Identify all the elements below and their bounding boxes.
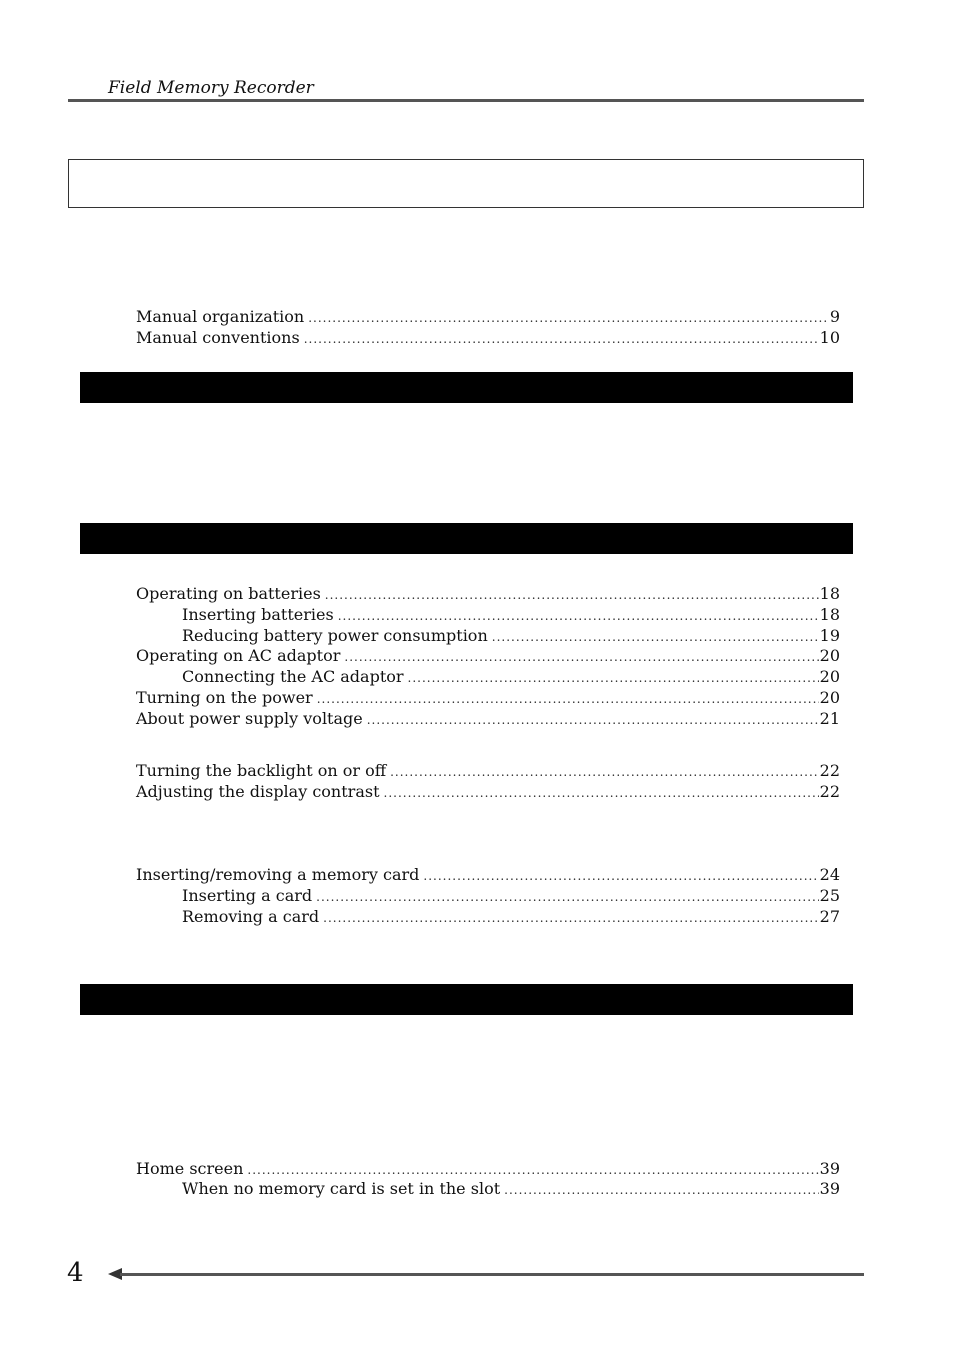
toc-entry-label: Manual organization	[136, 307, 305, 326]
toc-page-number: 22	[819, 782, 840, 801]
toc-entry-label: Home screen	[136, 1159, 244, 1178]
toc-entry-label: Removing a card	[182, 907, 320, 926]
toc-entry-display-contrast[interactable]	[136, 782, 840, 802]
toc-leader-dots	[338, 606, 819, 626]
footer-rule	[120, 1273, 864, 1276]
toc-page-number: 18	[819, 605, 840, 624]
toc-entry-manual-organization[interactable]	[136, 307, 840, 327]
toc-leader-dots	[323, 908, 819, 928]
header-rule	[68, 99, 864, 102]
toc-page-number: 18	[819, 584, 840, 603]
chapter-bar-2	[80, 523, 853, 554]
toc-entry-manual-conventions[interactable]	[136, 328, 840, 348]
toc-entry-inserting-batteries[interactable]	[182, 605, 840, 625]
toc-entry-connecting-ac-adaptor[interactable]	[182, 667, 840, 687]
toc-entry-label: Adjusting the display contrast	[136, 782, 380, 801]
page-number: 4	[67, 1258, 84, 1288]
toc-page-number: 22	[819, 761, 840, 780]
toc-leader-dots	[344, 647, 818, 667]
toc-page-number: 10	[819, 328, 840, 347]
toc-entry-removing-card[interactable]	[182, 907, 840, 927]
toc-entry-operating-on-ac-adaptor[interactable]	[136, 646, 840, 666]
toc-page-number: 20	[819, 688, 840, 707]
toc-leader-dots	[304, 329, 819, 349]
toc-page-number: 20	[819, 667, 840, 686]
toc-entry-home-screen[interactable]	[136, 1159, 840, 1179]
toc-entry-label: When no memory card is set in the slot	[182, 1179, 501, 1198]
toc-entry-label: Inserting batteries	[182, 605, 334, 624]
toc-entry-inserting-card[interactable]	[182, 886, 840, 906]
toc-leader-dots	[316, 887, 818, 907]
running-head-title: Field Memory Recorder	[108, 78, 314, 98]
chapter-bar-3	[80, 984, 853, 1015]
toc-entry-label: Operating on AC adaptor	[136, 646, 341, 665]
toc-entry-label: Operating on batteries	[136, 584, 321, 603]
toc-page-number: 27	[819, 907, 840, 926]
toc-entry-memory-card[interactable]	[136, 865, 840, 885]
toc-leader-dots	[317, 689, 819, 709]
toc-entry-label: Turning on the power	[136, 688, 313, 707]
chapter-bar-1	[80, 372, 853, 403]
toc-leader-dots	[423, 866, 818, 886]
toc-entry-reducing-battery-power[interactable]	[182, 626, 840, 646]
toc-entry-label: Inserting/removing a memory card	[136, 865, 420, 884]
toc-entry-label: Connecting the AC adaptor	[182, 667, 404, 686]
toc-entry-label: Inserting a card	[182, 886, 313, 905]
toc-page-number: 25	[819, 886, 840, 905]
toc-page-number: 39	[819, 1159, 840, 1178]
toc-entry-power-supply-voltage[interactable]	[136, 709, 840, 729]
toc-page-number: 9	[829, 307, 840, 326]
toc-page-number: 19	[819, 626, 840, 645]
toc-entry-backlight[interactable]	[136, 761, 840, 781]
toc-leader-dots	[325, 585, 819, 605]
toc-leader-dots	[367, 710, 819, 730]
toc-leader-dots	[408, 668, 819, 688]
contents-title-box	[68, 159, 864, 208]
toc-leader-dots	[308, 308, 829, 328]
toc-entry-operating-on-batteries[interactable]	[136, 584, 840, 604]
toc-entry-no-memory-card[interactable]	[182, 1179, 840, 1199]
toc-leader-dots	[504, 1180, 819, 1200]
toc-leader-dots	[390, 762, 819, 782]
toc-page-number: 39	[819, 1179, 840, 1198]
toc-leader-dots	[492, 627, 819, 647]
toc-entry-turning-on-power[interactable]	[136, 688, 840, 708]
toc-page-number: 20	[819, 646, 840, 665]
toc-entry-label: Turning the backlight on or off	[136, 761, 387, 780]
toc-page-number: 21	[819, 709, 840, 728]
toc-entry-label: About power supply voltage	[136, 709, 363, 728]
toc-entry-label: Reducing battery power consumption	[182, 626, 488, 645]
toc-leader-dots	[247, 1160, 818, 1180]
toc-leader-dots	[384, 783, 819, 803]
toc-page-number: 24	[819, 865, 840, 884]
toc-entry-label: Manual conventions	[136, 328, 300, 347]
